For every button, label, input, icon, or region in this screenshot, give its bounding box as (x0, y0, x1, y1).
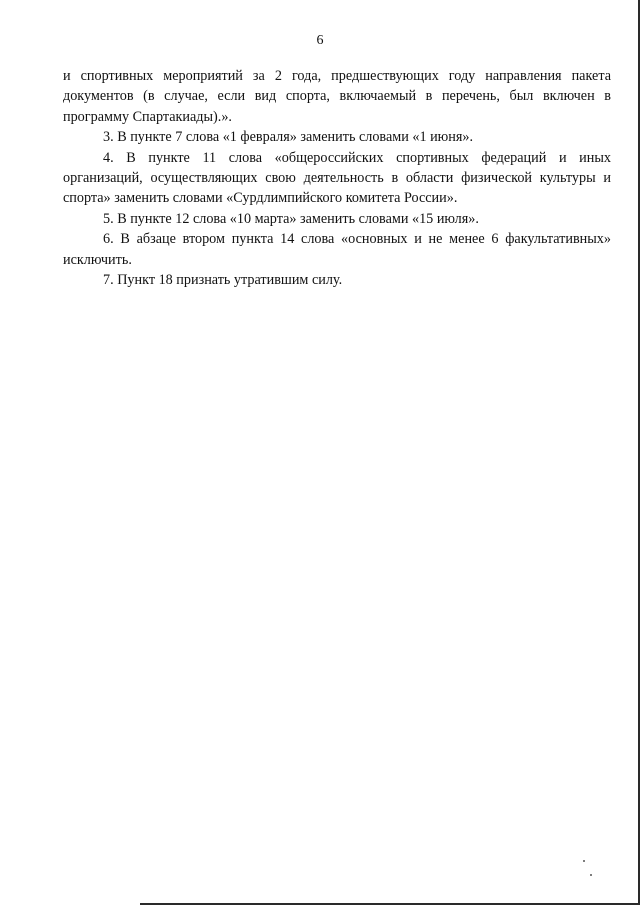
paragraph-continuation: и спортивных мероприятий за 2 года, предшествующих году направления пакета документов (в случае, если вид спорта, включаемый в перечень, был включен в программу Спартакиады).». (63, 68, 611, 125)
document-body (63, 66, 611, 290)
paragraph-item-5: 5. В пункте 12 слова «10 марта» заменить словами «15 июля». (103, 210, 479, 227)
page-number: 6 (316, 33, 324, 48)
paragraph-item-7: 7. Пункт 18 признать утратившим силу. (103, 272, 343, 289)
scan-speck (583, 860, 585, 862)
scan-speck (590, 874, 592, 876)
paragraph-item-3: 3. В пункте 7 слова «1 февраля» заменить словами «1 июня». (103, 129, 474, 146)
paragraph-item-4: 4. В пункте 11 слова «общероссийских спортивных федераций и иных организаций, осуществляющих свою деятельность в области физической культуры и спорта» заменить словами «Сурдлимпийского комитета России». (63, 149, 611, 207)
paragraph-item-6: 6. В абзаце втором пункта 14 слова «основных и не менее 6 факультативных» исключить. (63, 231, 611, 268)
